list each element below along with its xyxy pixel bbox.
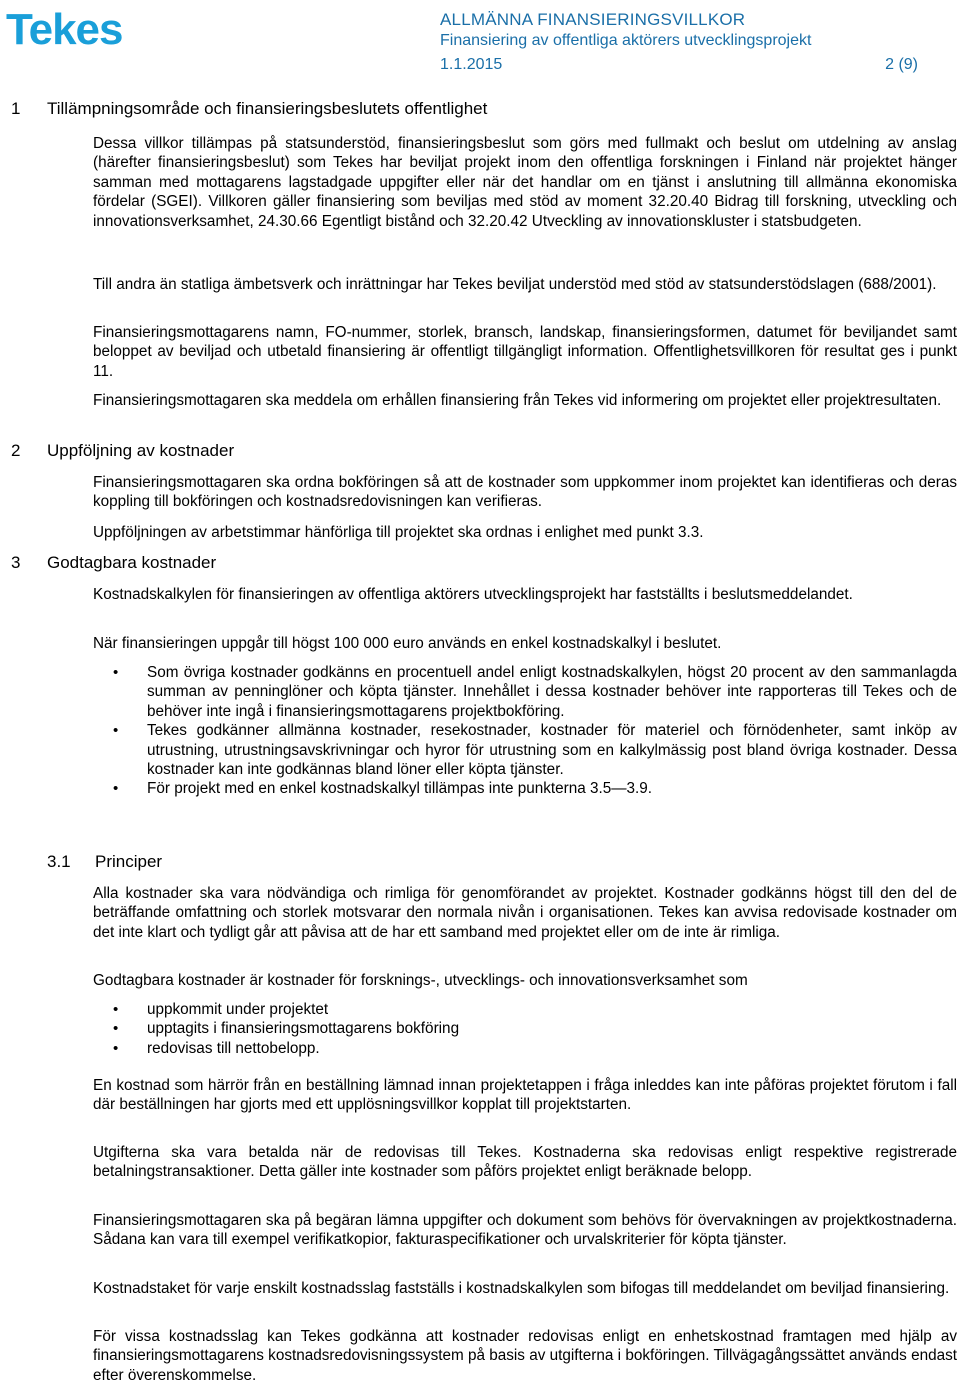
- paragraph: Finansieringsmottagaren ska ordna bokföringen så att de kostnader som uppkommer inom projektet kan identifieras och deras koppling till bokföringen och kostnadsredovisningen kan verifieras.: [93, 474, 957, 511]
- section-number: 1: [11, 99, 21, 118]
- date-page-row: [440, 51, 920, 79]
- section-1-heading: [11, 99, 487, 119]
- paragraph: För vissa kostnadsslag kan Tekes godkänna att kostnader redovisas enligt en enhetskostnad framtagen med hjälp av finansieringsmottagarens kostnadsredovisningssystem på basis av utgifterna i bokföringen. Tillvägagångssättet används endast efter överenskommelse.: [93, 1328, 957, 1384]
- list-item: • För projekt med en enkel kostnadskalkyl tillämpas inte punkterna 3.5—3.9.: [93, 779, 957, 798]
- document-subtitle: Finansiering av offentliga aktörers utvecklingsprojekt: [440, 32, 812, 49]
- section-3-heading: [11, 553, 216, 573]
- paragraph: Till andra än statliga ämbetsverk och inrättningar har Tekes beviljat understöd med stöd av statsunderstödslagen (688/2001).: [93, 276, 937, 293]
- tekes-logo: Tekes: [6, 5, 123, 54]
- section-title: Uppföljning av kostnader: [47, 441, 235, 460]
- list-item: • upptagits i finansieringsmottagarens bokföring: [93, 1019, 957, 1038]
- document-header: [440, 9, 920, 79]
- paragraph: Uppföljningen av arbetstimmar hänförliga till projektet ska ordnas i enlighet med punkt 3.3.: [93, 524, 704, 541]
- paragraph: Kostnadstaket för varje enskilt kostnadsslag fastställs i kostnadskalkylen som bifogas till meddelandet om beviljad finansiering.: [93, 1280, 950, 1297]
- page-number: 2 (9): [885, 56, 918, 73]
- section-number: 2: [11, 441, 21, 460]
- paragraph: Finansieringsmottagaren ska på begäran lämna uppgifter och dokument som behövs för övervakningen av projektkostnaderna. Sådana kan vara till exempel verifikatkopior, fakturaspecifikationer och urvalskriterier för köpta tjänster.: [93, 1212, 957, 1249]
- section-title: Godtagbara kostnader: [47, 553, 217, 572]
- section-2-heading: [11, 441, 234, 461]
- bullet-list: [93, 1000, 957, 1058]
- section-title: Principer: [95, 852, 163, 871]
- paragraph: Godtagbara kostnader är kostnader för forsknings-, utvecklings- och innovationsverksamhet som: [93, 972, 748, 989]
- paragraph: Dessa villkor tillämpas på statsunderstöd, finansieringsbeslut som görs med fullmakt och beslut om utdelning av anslag (härefter finansieringsbeslut) som Tekes har beviljat projekt inom den offentliga forskningen i Finland när projektet hänger samman med mottagarens lagstadgade uppgifter eller när det handlar om en tjänst i anslutning till allmänna ekonomiska fördelar (SGEI). Villkoren gäller finansiering som beviljas med stöd av moment 32.20.40 Bidrag till forskning, utveckling och innovationsverksamhet, 24.30.66 Egentligt bistånd och 32.20.42 Utveckling av innovationskluster i statsbudgeten.: [93, 135, 957, 230]
- paragraph: När finansieringen uppgår till högst 100 000 euro används en enkel kostnadskalkyl i beslutet.: [93, 635, 722, 652]
- paragraph: Finansieringsmottagarens namn, FO-nummer, storlek, bransch, landskap, finansieringsformen, datumet för beviljandet samt beloppet av beviljad och utbetald finansiering är offentligt tillgängligt information. Offentlighetsvillkoren för resultat ges i punkt 11.: [93, 324, 957, 380]
- list-item: • redovisas till nettobelopp.: [93, 1039, 957, 1058]
- paragraph: Alla kostnader ska vara nödvändiga och rimliga för genomförandet av projektet. Kostnader godkänns högst till den del de beträffande omfattning och storlek motsvarar den normala nivån i organisationen. Tekes kan avvisa redovisade kostnader om det inte klart och tydligt går att påvisa att de har ett samband med projektet eller om de inte är rimliga.: [93, 885, 957, 941]
- paragraph: Finansieringsmottagaren ska meddela om erhållen finansiering från Tekes vid informering om projektet eller projektresultaten.: [93, 392, 942, 409]
- document-type: ALLMÄNNA FINANSIERINGSVILLKOR: [440, 10, 746, 29]
- section-number: 3: [11, 553, 21, 572]
- list-item: • uppkommit under projektet: [93, 1000, 957, 1019]
- paragraph: En kostnad som härrör från en beställning lämnad innan projektetappen i fråga inleddes kan inte påföras projektet förutom i fall där beställningen har gjorts med ett upplösningsvillkor kopplat till projektstarten.: [93, 1077, 957, 1114]
- document-date: 1.1.2015: [440, 56, 503, 73]
- section-title: Tillämpningsområde och finansieringsbeslutets offentlighet: [47, 99, 488, 118]
- list-item: • Tekes godkänner allmänna kostnader, resekostnader, kostnader för materiel och förnödenheter, samt inköp av utrustning, utrustningsavskrivningar och hyror för utrustning som en kalkylmässig post bland övriga kostnader. Dessa kostnader kan inte godkännas bland löner eller köpta tjänster.: [93, 721, 957, 779]
- section-number: 3.1: [47, 852, 71, 871]
- paragraph: Kostnadskalkylen för finansieringen av offentliga aktörers utvecklingsprojekt har fastställts i beslutsmeddelandet.: [93, 586, 853, 603]
- list-item: • Som övriga kostnader godkänns en procentuell andel enligt kostnadskalkylen, högst 20 procent av den sammanlagda summan av penninglöner och köpta tjänster. Innehållet i dessa kostnader behöver inte rapporteras till Tekes och de behöver inte ingå i finansieringsmottagarens projektbokföring.: [93, 663, 957, 721]
- paragraph: Utgifterna ska vara betalda när de redovisas till Tekes. Kostnaderna ska redovisas enligt respektive registrerade betalningstransaktioner. Detta gäller inte kostnader som påförs projektet enligt beräknade belopp.: [93, 1144, 957, 1181]
- bullet-list: [93, 663, 957, 799]
